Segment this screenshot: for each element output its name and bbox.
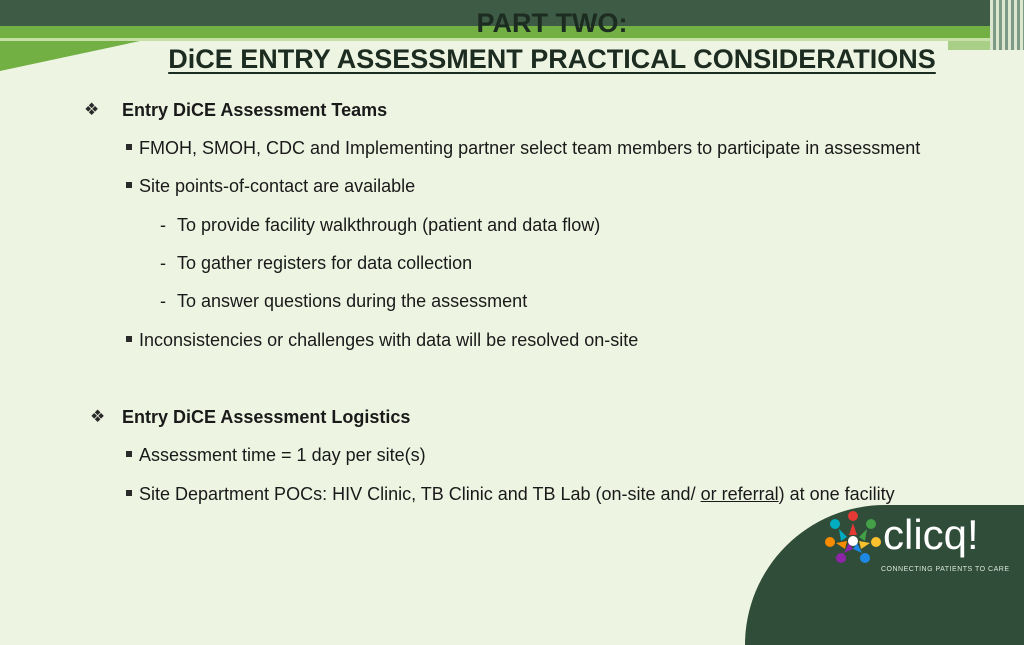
square-bullet-icon xyxy=(126,490,132,496)
bullet-item: Inconsistencies or challenges with data will be resolved on-site xyxy=(126,329,638,351)
people-circle-icon xyxy=(823,507,883,567)
logo-tagline: CONNECTING PATIENTS TO CARE xyxy=(881,566,1010,573)
slide-title-line1: PART TWO: xyxy=(476,8,628,38)
underlined-text: or referral xyxy=(700,484,779,504)
square-bullet-icon xyxy=(126,144,132,150)
bullet-item: Site Department POCs: HIV Clinic, TB Clinic and TB Lab (on-site and/ or referral) at one facility xyxy=(126,483,895,505)
sub-bullet-item: - To answer questions during the assessment xyxy=(160,291,528,311)
diamond-bullet-icon: ❖ xyxy=(84,100,100,119)
square-bullet-icon xyxy=(126,182,132,188)
square-bullet-icon xyxy=(126,451,132,457)
slide-title-line2 xyxy=(0,44,1024,75)
clicq-logo xyxy=(815,505,1024,576)
section-heading-teams: Entry DiCE Assessment Teams xyxy=(122,100,388,120)
section-heading-logistics: Entry DiCE Assessment Logistics xyxy=(122,407,411,427)
logo-wordmark: clicq! xyxy=(883,511,979,558)
bullet-item: Assessment time = 1 day per site(s) xyxy=(126,444,426,466)
diamond-bullet-icon: ❖ xyxy=(90,407,106,426)
slide-title-text: DiCE ENTRY ASSESSMENT PRACTICAL CONSIDERATIONS xyxy=(168,44,936,74)
sub-bullet-item: - To provide facility walkthrough (patient and data flow) xyxy=(160,215,601,235)
square-bullet-icon xyxy=(126,336,132,342)
sub-bullet-item: - To gather registers for data collection xyxy=(160,253,473,273)
bullet-item: Site points-of-contact are available xyxy=(126,175,415,197)
bullet-item: FMOH, SMOH, CDC and Implementing partner select team members to participate in assessment xyxy=(126,137,920,159)
